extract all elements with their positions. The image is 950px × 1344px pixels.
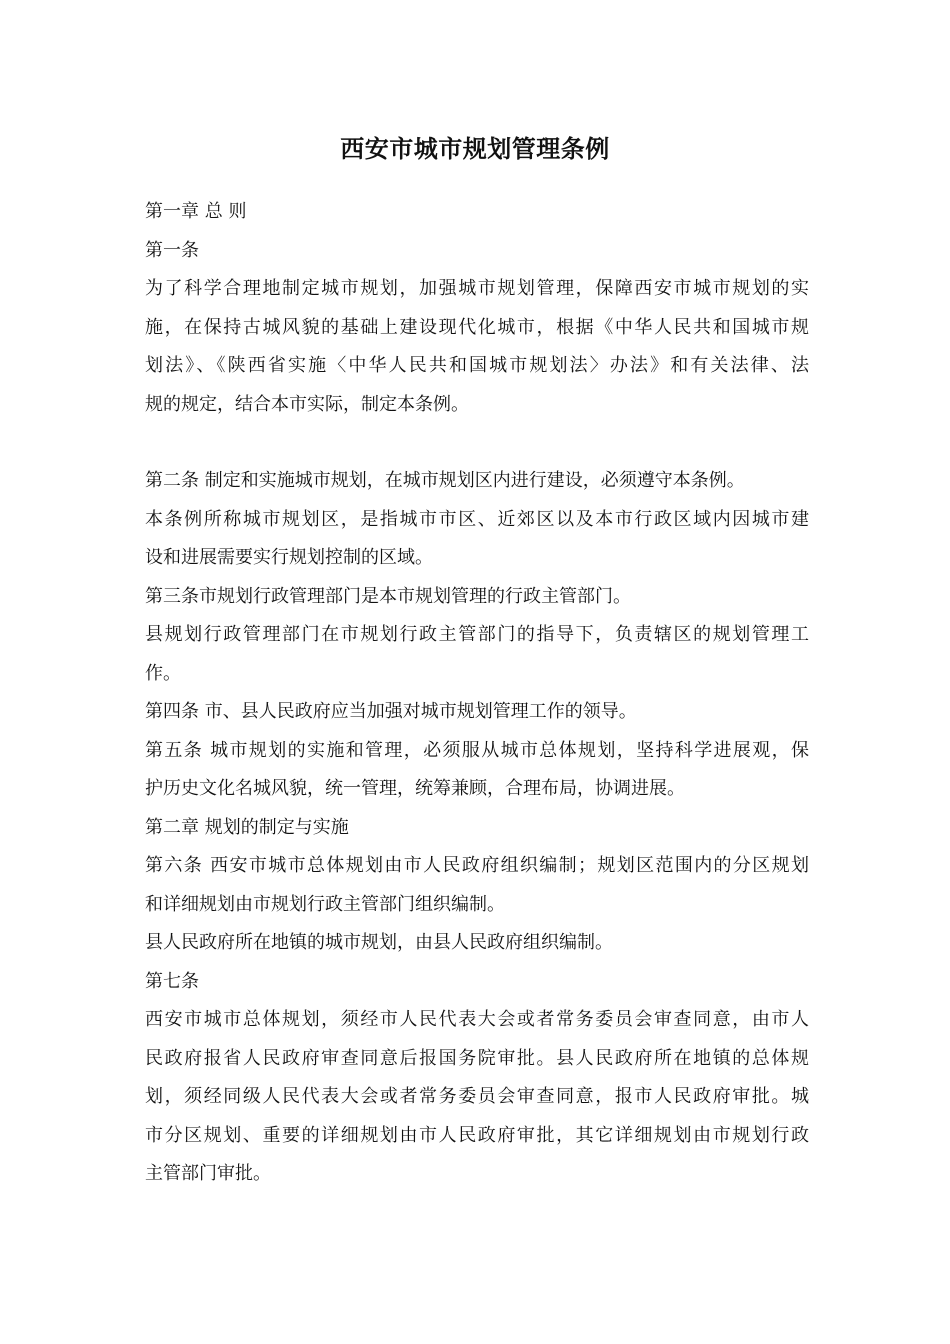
article-heading: 第七条 bbox=[145, 970, 199, 992]
text-line: 本条例所称城市规划区，是指城市市区、近郊区以及本市行政区域内因城市建 bbox=[145, 508, 809, 530]
text-line: 市分区规划、重要的详细规划由市人民政府审批，其它详细规划由市规划行政 bbox=[145, 1124, 809, 1146]
text-line: 设和进展需要实行规划控制的区域。 bbox=[145, 547, 433, 568]
document-title: 西安市城市规划管理条例 bbox=[340, 135, 610, 163]
text-line: 施，在保持古城风貌的基础上建设现代化城市，根据《中华人民共和国城市规 bbox=[145, 316, 809, 338]
text-line: 县规划行政管理部门在市规划行政主管部门的指导下，负责辖区的规划管理工 bbox=[145, 624, 809, 645]
article-heading: 第一条 bbox=[145, 239, 199, 261]
chapter-heading: 第二章 规划的制定与实施 bbox=[145, 816, 349, 838]
text-line: 西安市城市总体规划，须经市人民代表大会或者常务委员会审查同意，由市人 bbox=[145, 1009, 809, 1030]
article-line: 第五条 城市规划的实施和管理，必须服从城市总体规划，坚持科学进展观，保 bbox=[145, 739, 809, 761]
chapter-heading: 第一章 总 则 bbox=[145, 201, 247, 222]
text-line: 主管部门审批。 bbox=[145, 1163, 271, 1184]
text-line: 和详细规划由市规划行政主管部门组织编制。 bbox=[145, 893, 505, 915]
text-line: 划法》、《陕西省实施〈中华人民共和国城市规划法〉办法》和有关法律、法 bbox=[145, 355, 809, 376]
text-line: 规的规定，结合本市实际，制定本条例。 bbox=[145, 393, 469, 415]
paragraph-gap bbox=[145, 424, 809, 462]
article-line: 第六条 西安市城市总体规划由市人民政府组织编制；规划区范围内的分区规划 bbox=[145, 855, 809, 876]
text-line: 县人民政府所在地镇的城市规划，由县人民政府组织编制。 bbox=[145, 932, 613, 953]
text-line: 作。 bbox=[145, 662, 181, 684]
article-line: 第二条 制定和实施城市规划，在城市规划区内进行建设，必须遵守本条例。 bbox=[145, 470, 745, 491]
text-line: 为了科学合理地制定城市规划，加强城市规划管理，保障西安市城市规划的实 bbox=[145, 278, 809, 299]
article-line: 第四条 市、县人民政府应当加强对城市规划管理工作的领导。 bbox=[145, 701, 637, 722]
text-line: 护历史文化名城风貌，统一管理，统筹兼顾，合理布局，协调进展。 bbox=[145, 778, 685, 799]
document-body bbox=[145, 193, 809, 1194]
text-line: 民政府报省人民政府审查同意后报国务院审批。县人民政府所在地镇的总体规 bbox=[145, 1047, 809, 1069]
article-line: 第三条市规划行政管理部门是本市规划管理的行政主管部门。 bbox=[145, 585, 631, 607]
text-line: 划，须经同级人民代表大会或者常务委员会审查同意，报市人民政府审批。城 bbox=[145, 1086, 809, 1107]
